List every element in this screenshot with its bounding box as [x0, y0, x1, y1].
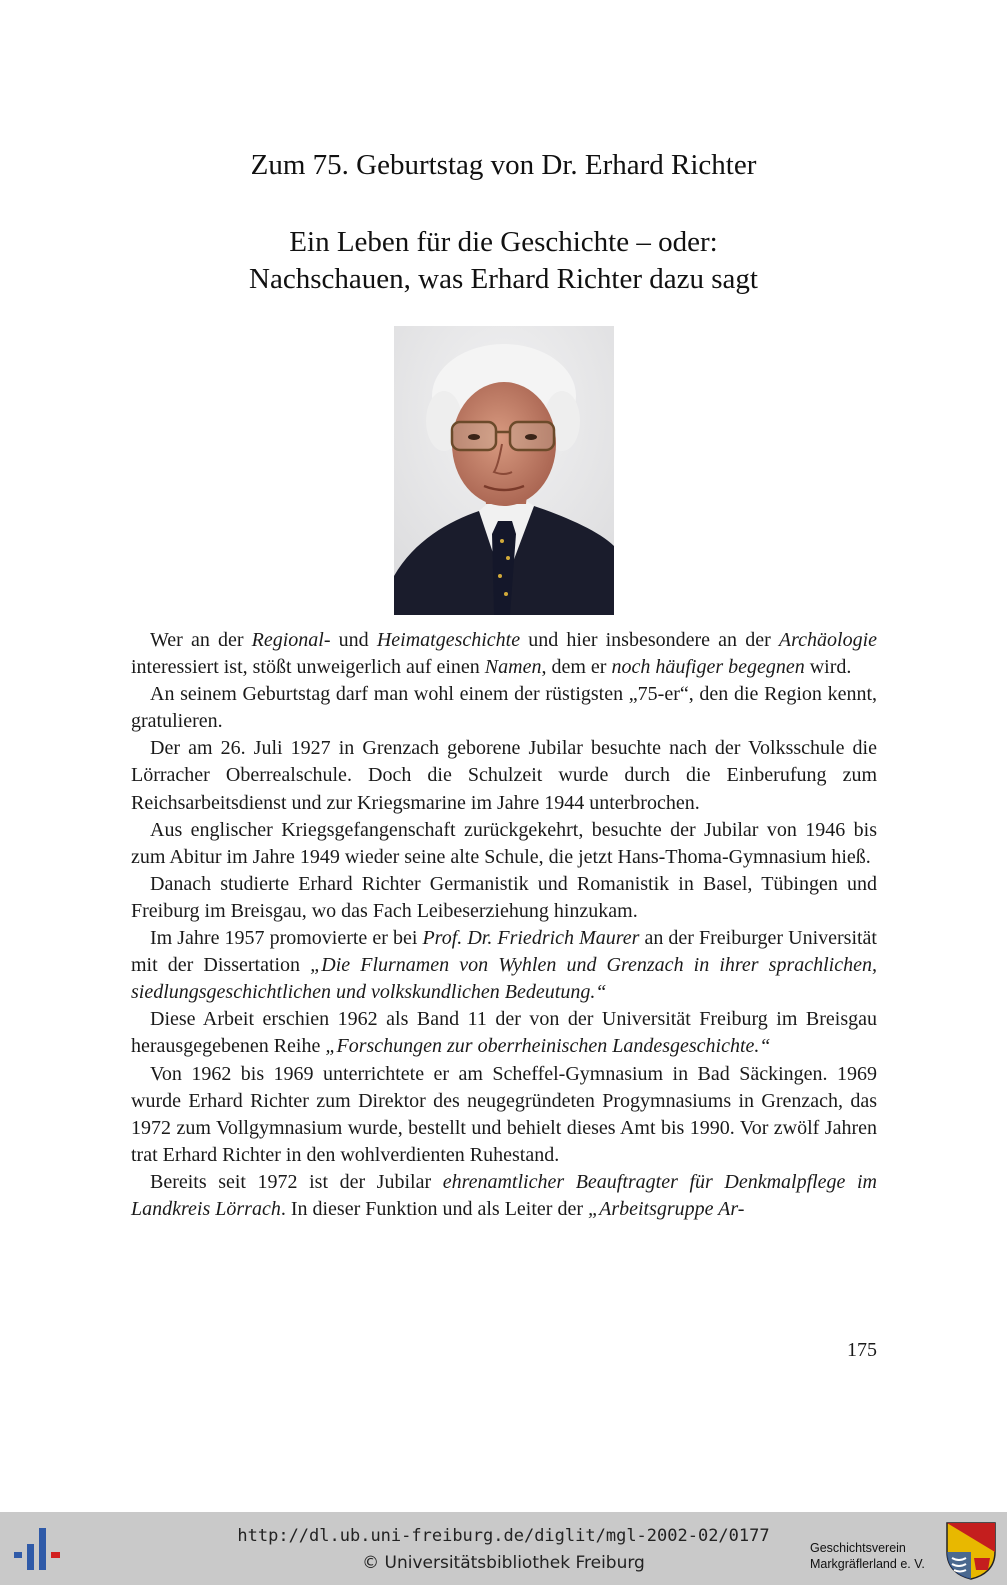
society-name-line-1: Geschichtsverein [810, 1541, 906, 1555]
paragraph-4: Aus englischer Kriegsgefangenschaft zurückgekehrt, besuchte der Jubilar von 1946 bis zum Abitur im Jahre 1949 wieder seine alte Schule, die jetzt Hans-Thoma-Gymnasium hieß. [131, 818, 877, 868]
society-name [810, 1540, 940, 1572]
article-subtitle-line-2: Nachschauen, was Erhard Richter dazu sagt [249, 263, 758, 295]
paragraph-3: Der am 26. Juli 1927 in Grenzach geborene Jubilar besuchte nach der Volksschule die Lörracher Oberrealschule. Doch die Schulzeit wurde durch die Einberufung zum Reichsarbeitsdienst und zur Kriegsmarine im Jahre 1944 unterbrochen. [131, 737, 877, 814]
portrait-photo [394, 326, 614, 615]
article-subtitle-line-1: Ein Leben für die Geschichte – oder: [289, 226, 718, 258]
source-url-link[interactable]: http://dl.ub.uni-freiburg.de/diglit/mgl-2002-02/0177 [237, 1526, 770, 1546]
paragraph-2: An seinem Geburtstag darf man wohl einem der rüstigsten „75-er“, den die Region kennt, gratulieren. [131, 683, 877, 733]
page-number: 175 [847, 1339, 877, 1361]
paragraph-6: Im Jahre 1957 promovierte er bei Prof. Dr. Friedrich Maurer an der Freiburger Universität mit der Dissertation „Die Flurnamen von Wyhlen und Grenzach in ihrer sprachlichen, siedlungsgeschichtlichen und volkskundlichen Bedeutung.“ [131, 927, 877, 1004]
article-body [131, 627, 877, 1223]
article-heading: Zum 75. Geburtstag von Dr. Erhard Richter [250, 149, 757, 181]
society-name-line-2: Markgräflerland e. V. [810, 1557, 925, 1571]
paragraph-8: Von 1962 bis 1969 unterrichtete er am Scheffel-Gymnasium in Bad Säckingen. 1969 wurde Erhard Richter zum Direktor des neugegründeten Progymnasiums in Grenzach, das 1972 zum Vollgymnasium wurde, bestellt und behielt dieses Amt bis 1990. Vor zwölf Jahren trat Erhard Richter in den wohlverdienten Ruhestand. [131, 1062, 877, 1166]
paragraph-1: Wer an der Regional- und Heimatgeschichte und hier insbesondere an der Archäologie interessiert ist, stößt unweigerlich auf einen Namen, dem er noch häufiger begegnen wird. [131, 629, 878, 679]
portrait-illustration [394, 326, 614, 615]
paragraph-9: Bereits seit 1972 ist der Jubilar ehrenamtlicher Beauftragter für Denkmalpflege im Landkreis Lörrach. In dieser Funktion und als Leiter der „Arbeitsgruppe Ar- [131, 1170, 878, 1220]
copyright-notice: © Universitätsbibliothek Freiburg [362, 1553, 645, 1573]
paragraph-5: Danach studierte Erhard Richter Germanistik und Romanistik in Basel, Tübingen und Freiburg im Breisgau, wo das Fach Leibeserziehung hinzukam. [131, 872, 877, 922]
paragraph-7: Diese Arbeit erschien 1962 als Band 11 der von der Universität Freiburg im Breisgau herausgegebenen Reihe „Forschungen zur oberrheinischen Landesgeschichte.“ [131, 1008, 877, 1058]
repository-footer [0, 1512, 1007, 1585]
society-crest-icon [944, 1520, 998, 1580]
